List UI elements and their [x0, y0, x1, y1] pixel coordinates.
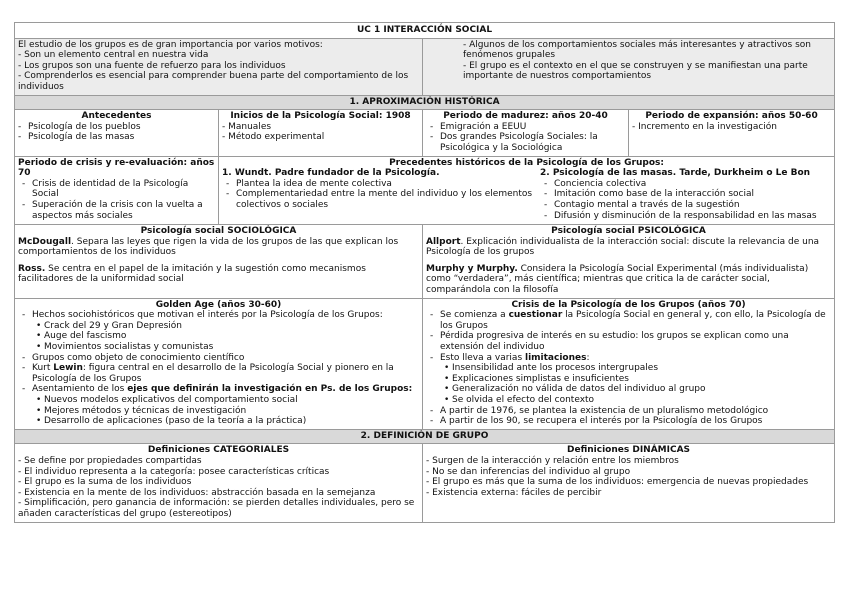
- bullet-item: • Movimientos socialistas y comunistas: [18, 342, 419, 353]
- bullet-item: • Se olvida el efecto del contexto: [426, 395, 831, 406]
- golden-age-cell: [15, 298, 423, 429]
- eras-row: [15, 298, 835, 429]
- section-1-header: 1. APROXIMACIÓN HISTÓRICA: [15, 95, 835, 110]
- crisis-item: - Crisis de identidad de la Psicología Social: [18, 179, 215, 200]
- summary-table: [14, 22, 835, 523]
- page: [14, 22, 834, 523]
- intro-line: El estudio de los grupos es de gran importancia por varios motivos:: [18, 39, 323, 50]
- text: Asentamiento de los: [32, 384, 128, 395]
- bullet-item: • Auge del fascismo: [18, 331, 419, 342]
- bullet-item: • Insensibilidad ante los procesos intergrupales: [426, 363, 831, 374]
- precedentes-title: Precedentes históricos de la Psicología de los Grupos:: [389, 157, 664, 168]
- dinamicas-title: Definiciones DINÁMICAS: [567, 445, 691, 456]
- period-item: - Psicología de las masas: [18, 132, 215, 143]
- text: la Psicología Social en general y, con ello, la Psicología de los Grupos: [440, 310, 826, 331]
- period-title: Antecedentes: [81, 111, 152, 122]
- masas-item: - Imitación como base de la interacción social: [540, 189, 831, 200]
- intro-line: - El grupo es el contexto en el que se construyen y se manifiestan una parte importante de nuestros comportamientos: [463, 60, 808, 82]
- period-item: - Emigración a EEUU: [426, 122, 625, 133]
- dinamicas-cell: [423, 444, 835, 522]
- masas-item: - Contagio mental a través de la sugestión: [540, 200, 831, 211]
- bold-text: Lewin: [53, 363, 83, 374]
- precedentes-columns: [222, 168, 831, 221]
- intro-line: - Comprenderlos es esencial para comprender buena parte del comportamiento de los individuos: [18, 71, 409, 92]
- period-title: Periodo de madurez: años 20-40: [443, 111, 608, 122]
- period-expansion: [629, 110, 835, 156]
- bullet-item: • Mejores métodos y técnicas de investigación: [18, 406, 419, 417]
- section-2-header: 2. DEFINICIÓN DE GRUPO: [15, 429, 835, 444]
- period-item: - Método experimental: [222, 132, 325, 143]
- masas-item: - Conciencia colectiva: [540, 179, 831, 190]
- definition-item: - El grupo es la suma de los individuos: [18, 477, 192, 488]
- categoriales-title: Definiciones CATEGORIALES: [147, 445, 290, 456]
- intro-line: - Los grupos son una fuente de refuerzo para los individuos: [18, 60, 286, 71]
- list-item: - A partir de 1976, se plantea la existencia de un pluralismo metodológico: [426, 406, 831, 417]
- sociologica-p1: [18, 237, 419, 258]
- text: Esto lleva a varias: [440, 352, 525, 363]
- period-item: - Psicología de los pueblos: [18, 122, 215, 133]
- wundt-title: 1. Wundt. Padre fundador de la Psicología.: [222, 168, 440, 179]
- definition-item: - El grupo es más que la suma de los individuos: emergencia de nuevas propiedades: [426, 477, 809, 488]
- intro-left: [15, 38, 423, 95]
- bullet-item: • Explicaciones simplistas e insuficientes: [426, 374, 831, 385]
- crisis-title: Periodo de crisis y re-evaluación: años 70: [18, 157, 215, 179]
- definition-item: - Existencia en la mente de los individuos: abstracción basada en la semejanza: [18, 487, 376, 498]
- masas-item: - Difusión y disminución de la responsabilidad en las masas: [540, 211, 831, 222]
- list-item: - A partir de los 90, se recupera el interés por la Psicología de los Grupos: [426, 416, 831, 427]
- author-name: Murphy y Murphy.: [426, 263, 518, 274]
- sociologica-p2: [18, 264, 419, 285]
- intro-right: [423, 38, 835, 95]
- definition-item: - Simplificación, pero ganancia de información: se pierden detalles individuales, pero se añaden características del grupo (estereotipos): [18, 498, 415, 519]
- definition-item: - El individuo representa a la categoría: posee características críticas: [18, 466, 330, 477]
- precedentes-cell: [219, 156, 835, 225]
- text: : figura central en el desarrollo de la Psicología Social y pionero en la Psicología de los Grupos: [32, 363, 394, 384]
- crisis-item: - Superación de la crisis con la vuelta a aspectos más sociales: [18, 200, 215, 221]
- periods-row: [15, 110, 835, 156]
- text: Kurt: [32, 363, 54, 374]
- bullet-item: • Generalización no válida de datos del individuo al grupo: [426, 384, 831, 395]
- list-item: [18, 363, 419, 384]
- paragraph-text: Considera la Psicología Social Experimental (más individualista) como “verdadera”, más científica; mientras que critica la de carácter social, comparándola con la filosofía: [426, 263, 809, 296]
- period-title: Inicios de la Psicología Social: 1908: [230, 111, 411, 122]
- period-antecedentes: [15, 110, 219, 156]
- author-name: Ross.: [18, 263, 46, 274]
- list-item: [426, 310, 831, 331]
- definition-item: - Existencia externa: fáciles de percibir: [426, 487, 602, 498]
- paragraph-text: . Explicación individualista de la interacción social: discute la relevancia de una Psicología de los grupos: [426, 236, 820, 258]
- bullet-item: • Crack del 29 y Gran Depresión: [18, 321, 419, 332]
- psicologica-p2: [426, 264, 831, 296]
- text: Se comienza a: [440, 310, 509, 321]
- list-item: [426, 353, 831, 364]
- intro-line: - Algunos de los comportamientos sociales más interesantes y atractivos son fenómenos grupales: [463, 39, 812, 61]
- list-item: - Grupos como objeto de conocimiento científico: [18, 353, 419, 364]
- golden-age-title: Golden Age (años 30-60): [155, 299, 282, 310]
- period-item: - Incremento en la investigación: [632, 121, 778, 132]
- definitions-row: [15, 444, 835, 522]
- schools-row: [15, 225, 835, 299]
- precedentes-masas: [540, 168, 831, 221]
- bold-text: ejes que definirán la investigación en Ps. de los Grupos:: [127, 384, 413, 395]
- paragraph-text: . Separa las leyes que rigen la vida de los grupos de las que explican los comportamientos de los individuos: [18, 236, 399, 258]
- author-name: McDougall: [18, 236, 72, 247]
- wundt-item: - Plantea la idea de mente colectiva: [222, 179, 540, 190]
- masas-title: 2. Psicología de las masas. Tarde, Durkheim o Le Bon: [540, 168, 811, 179]
- sociologica-title: Psicología social SOCIOLÓGICA: [140, 226, 297, 237]
- author-name: Allport: [426, 236, 461, 247]
- bold-text: cuestionar: [508, 310, 563, 321]
- period-item: - Manuales: [222, 121, 272, 132]
- crisis-row: [15, 156, 835, 225]
- psicologica-p1: [426, 237, 831, 258]
- bullet-item: • Nuevos modelos explicativos del comportamiento social: [18, 395, 419, 406]
- intro-line: - Son un elemento central en nuestra vida: [18, 50, 209, 61]
- list-item: - Hechos sociohistóricos que motivan el interés por la Psicología de los Grupos:: [18, 310, 419, 321]
- categoriales-cell: [15, 444, 423, 522]
- precedentes-wundt: [222, 168, 540, 221]
- list-item: [18, 384, 419, 395]
- definition-item: - Surgen de la interacción y relación entre los miembros: [426, 455, 679, 466]
- bold-text: limitaciones: [525, 352, 587, 363]
- crisis-grupos-cell: [423, 298, 835, 429]
- period-madurez: [423, 110, 629, 156]
- period-title: Periodo de expansión: años 50-60: [645, 111, 818, 122]
- psicologica-cell: [423, 225, 835, 299]
- paragraph-text: Se centra en el papel de la imitación y la sugestión como mecanismos facilitadores de la uniformidad social: [18, 263, 366, 285]
- sociologica-cell: [15, 225, 423, 299]
- crisis-cell: [15, 156, 219, 225]
- text: :: [586, 352, 590, 363]
- psicologica-title: Psicología social PSICOLÓGICA: [551, 226, 706, 237]
- definition-item: - Se define por propiedades compartidas: [18, 455, 202, 466]
- period-inicios: [219, 110, 423, 156]
- crisis-grupos-title: Crisis de la Psicología de los Grupos (años 70): [511, 299, 746, 310]
- definition-item: - No se dan inferencias del individuo al grupo: [426, 466, 631, 477]
- bullet-item: • Desarrollo de aplicaciones (paso de la teoría a la práctica): [18, 416, 419, 427]
- intro-row: [15, 38, 835, 95]
- list-item: - Pérdida progresiva de interés en su estudio: los grupos se explican como una extensión del individuo: [426, 331, 831, 352]
- wundt-item: - Complementariedad entre la mente del individuo y los elementos colectivos o sociales: [222, 189, 540, 210]
- document-title: UC 1 INTERACCIÓN SOCIAL: [15, 23, 835, 39]
- period-item: - Dos grandes Psicología Sociales: la Psicológica y la Sociológica: [426, 132, 625, 153]
